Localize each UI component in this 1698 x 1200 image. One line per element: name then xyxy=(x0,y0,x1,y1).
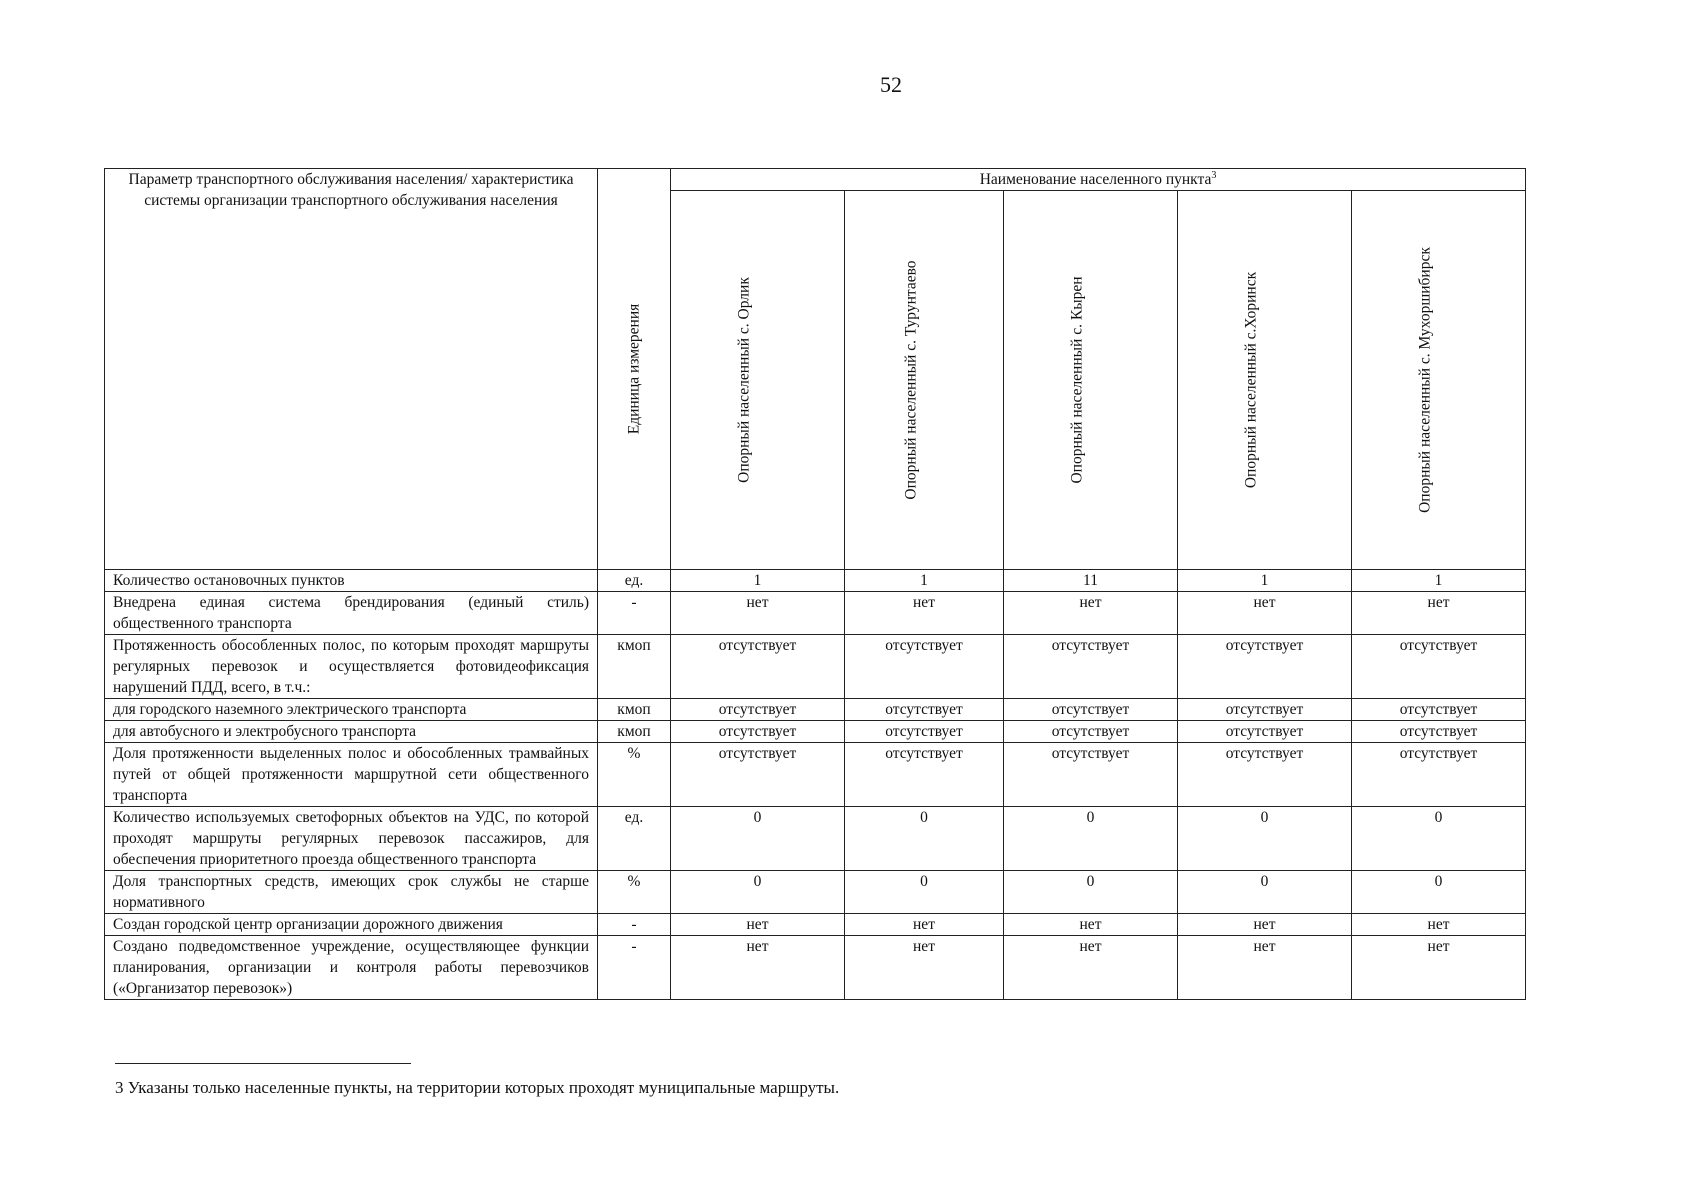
row-value: отсутствует xyxy=(1178,721,1352,743)
row-value: 0 xyxy=(1004,807,1178,871)
table-row xyxy=(105,570,1526,592)
transport-parameters-table xyxy=(104,168,1526,1000)
row-value: отсутствует xyxy=(1004,743,1178,807)
row-parameter: Количество остановочных пунктов xyxy=(105,570,598,592)
row-unit: ед. xyxy=(598,807,671,871)
row-parameter: Доля транспортных средств, имеющих срок службы не старше нормативного xyxy=(105,871,598,914)
row-parameter: Внедрена единая система брендирования (единый стиль) общественного транспорта xyxy=(105,592,598,635)
row-value: отсутствует xyxy=(671,721,845,743)
row-unit: % xyxy=(598,743,671,807)
row-value: 1 xyxy=(1178,570,1352,592)
row-value: нет xyxy=(845,936,1004,1000)
table-row xyxy=(105,743,1526,807)
row-value: 1 xyxy=(845,570,1004,592)
row-parameter: Протяженность обособленных полос, по которым проходят маршруты регулярных перевозок и осуществляется фотовидеофиксация нарушений ПДД, всего, в т.ч.: xyxy=(105,635,598,699)
row-parameter: Количество используемых светофорных объектов на УДС, по которой проходят маршруты регулярных перевозок пассажиров, для обеспечения приоритетного проезда общественного транспорта xyxy=(105,807,598,871)
table-row xyxy=(105,635,1526,699)
table-row xyxy=(105,936,1526,1000)
row-value: отсутствует xyxy=(845,635,1004,699)
row-value: нет xyxy=(1004,936,1178,1000)
row-unit: - xyxy=(598,592,671,635)
header-param: Параметр транспортного обслуживания населения/ характеристика системы организации транспортного обслуживания населения xyxy=(105,169,598,570)
row-parameter: Создано подведомственное учреждение, осуществляющее функции планирования, организации и контроля работы перевозчиков («Организатор перевозок») xyxy=(105,936,598,1000)
row-value: нет xyxy=(671,592,845,635)
header-locality-5 xyxy=(1352,191,1526,570)
page-number: 52 xyxy=(880,72,902,97)
row-value: 11 xyxy=(1004,570,1178,592)
row-value: отсутствует xyxy=(671,635,845,699)
row-value: отсутствует xyxy=(1352,699,1526,721)
row-value: отсутствует xyxy=(1004,699,1178,721)
row-value: отсутствует xyxy=(845,721,1004,743)
row-value: отсутствует xyxy=(1178,699,1352,721)
row-value: отсутствует xyxy=(671,743,845,807)
row-value: нет xyxy=(1178,592,1352,635)
header-locality-label: Опорный населенный с.Хоринск xyxy=(1242,271,1260,489)
row-value: отсутствует xyxy=(1352,743,1526,807)
row-value: отсутствует xyxy=(1178,635,1352,699)
table-row xyxy=(105,699,1526,721)
row-unit: кмоп xyxy=(598,635,671,699)
row-unit: % xyxy=(598,871,671,914)
row-value: отсутствует xyxy=(1178,743,1352,807)
row-unit: - xyxy=(598,936,671,1000)
footnote-divider xyxy=(115,1063,411,1064)
row-parameter: для автобусного и электробусного транспорта xyxy=(105,721,598,743)
header-locality-label: Опорный населенный с. Турунтаево xyxy=(902,260,920,500)
row-value: 0 xyxy=(1352,807,1526,871)
header-locality-group xyxy=(671,169,1526,191)
table-row xyxy=(105,721,1526,743)
header-locality-label: Опорный населенный с. Мухоршибирск xyxy=(1416,247,1434,513)
header-locality-2 xyxy=(845,191,1004,570)
row-unit: - xyxy=(598,914,671,936)
row-value: 0 xyxy=(1004,871,1178,914)
row-value: 0 xyxy=(671,807,845,871)
footnote: 3 Указаны только населенные пункты, на территории которых проходят муниципальные маршруты. xyxy=(115,1078,840,1097)
table-row xyxy=(105,592,1526,635)
table-row xyxy=(105,807,1526,871)
row-parameter: Доля протяженности выделенных полос и обособленных трамвайных путей от общей протяженности маршрутной сети общественного транспорта xyxy=(105,743,598,807)
row-value: 0 xyxy=(671,871,845,914)
header-locality-group-label: Наименование населенного пункта xyxy=(979,171,1212,188)
row-value: 0 xyxy=(1352,871,1526,914)
row-unit: кмоп xyxy=(598,699,671,721)
row-value: нет xyxy=(845,592,1004,635)
row-value: 1 xyxy=(671,570,845,592)
row-value: 0 xyxy=(1178,807,1352,871)
row-unit: ед. xyxy=(598,570,671,592)
header-locality-3 xyxy=(1004,191,1178,570)
row-value: отсутствует xyxy=(1352,635,1526,699)
header-locality-label: Опорный населенный с. Кырен xyxy=(1068,276,1086,484)
row-value: отсутствует xyxy=(1004,721,1178,743)
header-locality-label: Опорный населенный с. Орлик xyxy=(735,277,753,483)
row-value: нет xyxy=(671,936,845,1000)
row-value: нет xyxy=(845,914,1004,936)
header-locality-1 xyxy=(671,191,845,570)
row-value: нет xyxy=(1352,592,1526,635)
row-value: отсутствует xyxy=(1352,721,1526,743)
row-value: нет xyxy=(1352,914,1526,936)
row-value: 0 xyxy=(1178,871,1352,914)
row-value: отсутствует xyxy=(1004,635,1178,699)
row-value: 1 xyxy=(1352,570,1526,592)
row-parameter: для городского наземного электрического транспорта xyxy=(105,699,598,721)
footnote-mark: 3 xyxy=(1211,169,1217,181)
header-locality-4 xyxy=(1178,191,1352,570)
row-value: отсутствует xyxy=(671,699,845,721)
header-unit xyxy=(598,169,671,570)
row-parameter: Создан городской центр организации дорожного движения xyxy=(105,914,598,936)
row-unit: кмоп xyxy=(598,721,671,743)
row-value: нет xyxy=(1004,592,1178,635)
row-value: 0 xyxy=(845,871,1004,914)
row-value: нет xyxy=(1178,914,1352,936)
row-value: нет xyxy=(1178,936,1352,1000)
row-value: нет xyxy=(1004,914,1178,936)
row-value: отсутствует xyxy=(845,699,1004,721)
table-row xyxy=(105,914,1526,936)
row-value: отсутствует xyxy=(845,743,1004,807)
row-value: нет xyxy=(671,914,845,936)
row-value: нет xyxy=(1352,936,1526,1000)
row-value: 0 xyxy=(845,807,1004,871)
header-unit-label: Единица измерения xyxy=(625,303,643,435)
table-row xyxy=(105,871,1526,914)
